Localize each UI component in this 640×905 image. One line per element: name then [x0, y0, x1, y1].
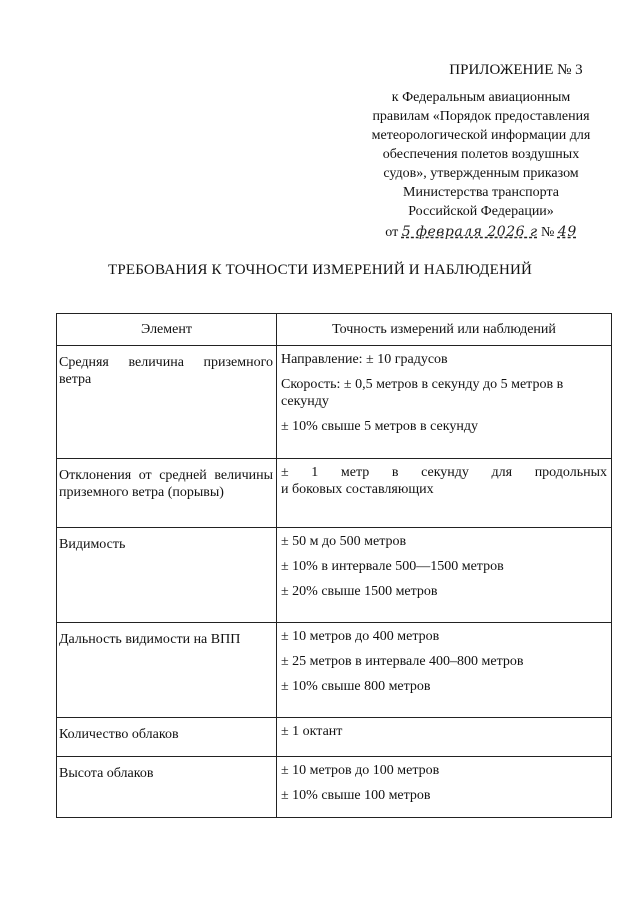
- element-cell: Количество облаков: [57, 718, 277, 757]
- requirements-table: [56, 313, 612, 818]
- accuracy-cell: [277, 623, 612, 718]
- header-accuracy: Точность измерений или наблюдений: [277, 314, 612, 346]
- accuracy-line: ± 10 метров до 400 метров: [281, 629, 440, 644]
- element-cell: Видимость: [57, 528, 277, 623]
- accuracy-cell: [277, 757, 612, 818]
- accuracy-line: ± 10% в интервале 500—1500 метров: [281, 559, 504, 574]
- accuracy-line: и боковых составляющих: [281, 482, 434, 497]
- table-row: [57, 346, 612, 459]
- table-row: [57, 718, 612, 757]
- handwritten-date: 5 февраля 2026 г: [401, 224, 538, 240]
- order-date-line: [350, 223, 612, 242]
- handwritten-number: 49: [557, 224, 577, 240]
- accuracy-line: Скорость: ± 0,5 метров в секунду до 5 метров в секунду: [281, 377, 564, 409]
- number-prefix: №: [541, 225, 555, 240]
- table-header-row: [57, 314, 612, 346]
- appendix-line: правилам «Порядок предоставления: [372, 109, 590, 124]
- table-row: [57, 623, 612, 718]
- header-element: Элемент: [57, 314, 277, 346]
- appendix-line: судов», утвержденным приказом: [383, 166, 579, 181]
- accuracy-line: ± 25 метров в интервале 400–800 метров: [281, 654, 524, 669]
- table-row: [57, 757, 612, 818]
- appendix-line: метеорологической информации для: [371, 128, 591, 143]
- accuracy-line: ± 20% свыше 1500 метров: [281, 584, 438, 599]
- accuracy-line: ± 10 метров до 100 метров: [281, 763, 440, 778]
- appendix-heading: ПРИЛОЖЕНИЕ № 3: [449, 62, 583, 78]
- accuracy-line: ± 1 метр в секунду для продольных: [281, 465, 607, 480]
- element-cell: Средняя величина приземного ветра: [57, 346, 277, 459]
- table-row: [57, 459, 612, 528]
- element-cell: Отклонения от средней величины приземного ветра (порывы): [57, 459, 277, 528]
- accuracy-cell: [277, 346, 612, 459]
- table-row: [57, 528, 612, 623]
- appendix-line: к Федеральным авиационным: [391, 90, 571, 105]
- element-cell: Дальность видимости на ВПП: [57, 623, 277, 718]
- appendix-line: Министерства транспорта: [403, 185, 559, 200]
- accuracy-cell: [277, 718, 612, 757]
- date-prefix: от: [385, 225, 399, 240]
- accuracy-line: Направление: ± 10 градусов: [281, 352, 448, 367]
- accuracy-line: ± 10% свыше 800 метров: [281, 679, 431, 694]
- accuracy-line: ± 10% свыше 100 метров: [281, 788, 431, 803]
- accuracy-line: ± 10% свыше 5 метров в секунду: [281, 419, 478, 434]
- appendix-line: Российской Федерации»: [408, 204, 554, 219]
- accuracy-line: ± 50 м до 500 метров: [281, 534, 407, 549]
- document-title: ТРЕБОВАНИЯ К ТОЧНОСТИ ИЗМЕРЕНИЙ И НАБЛЮДЕНИЙ: [107, 262, 533, 278]
- appendix-block: [350, 60, 612, 242]
- accuracy-line: ± 1 октант: [281, 724, 343, 739]
- accuracy-cell: [277, 459, 612, 528]
- element-cell: Высота облаков: [57, 757, 277, 818]
- accuracy-cell: [277, 528, 612, 623]
- appendix-line: обеспечения полетов воздушных: [382, 147, 580, 162]
